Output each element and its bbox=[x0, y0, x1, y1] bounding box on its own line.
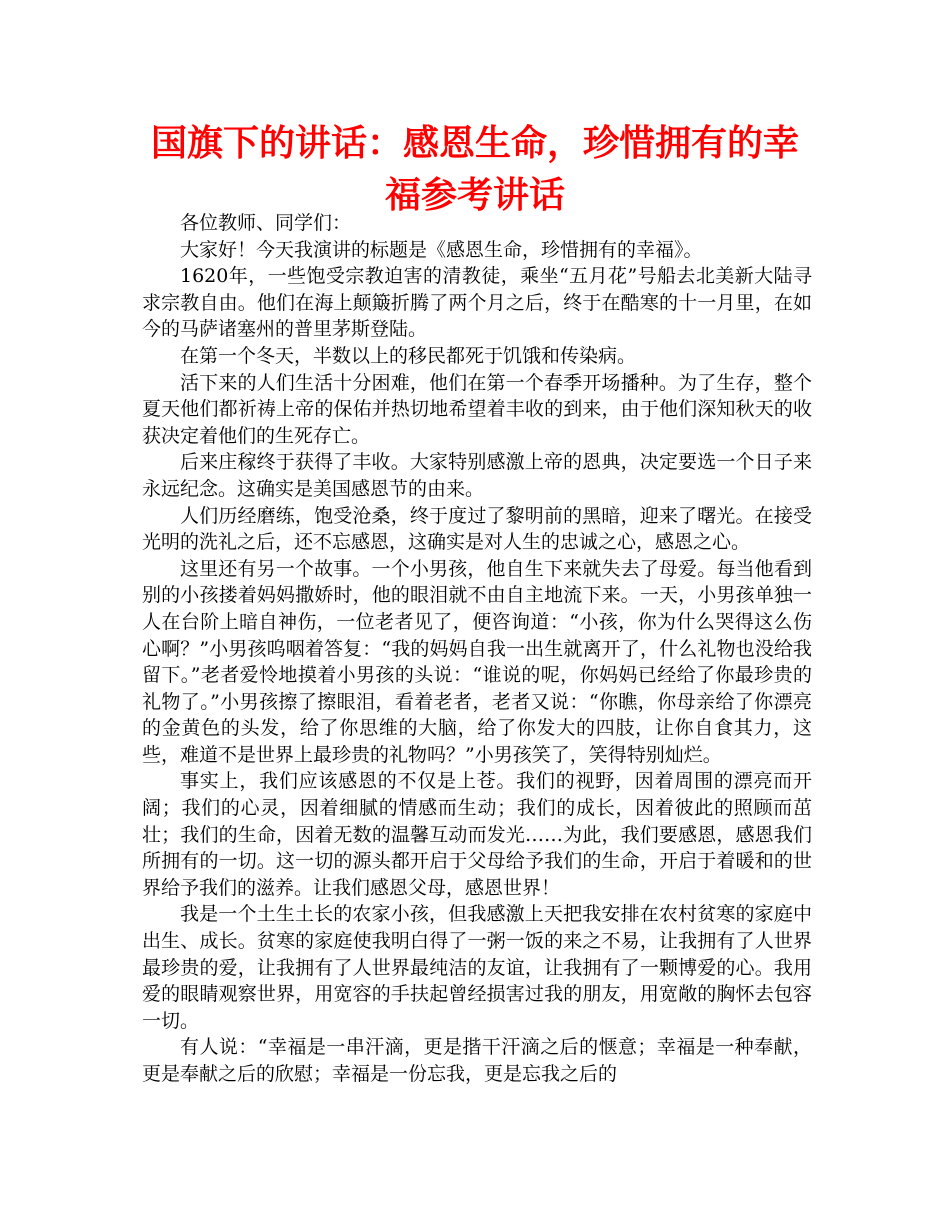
body-paragraph: 1620年，一些饱受宗教迫害的清教徒，乘坐“五月花”号船去北美新大陆寻求宗教自由。他们在海上颠簸折腾了两个月之后，终于在酷寒的十一月里，在如今的马萨诸塞州的普里茅斯登陆。 bbox=[142, 265, 812, 341]
body-paragraph: 事实上，我们应该感恩的不仅是上苍。我们的视野，因着周围的漂亮而开阔；我们的心灵，因着细腻的情感而生动；我们的成长，因着彼此的照顾而茁壮；我们的生命，因着无数的温馨互动而发光……为此，我们要感恩，感恩我们所拥有的一切。这一切的源头都开启于父母给予我们的生命，开启于着暖和的世界给予我们的滋养。让我们感恩父母，感恩世界！ bbox=[142, 770, 812, 899]
body-paragraph: 这里还有另一个故事。一个小男孩，他自生下来就失去了母爱。每当他看到别的小孩搂着妈妈撒娇时，他的眼泪就不由自主地流下来。一天，小男孩单独一人在台阶上暗自神伤，一位老者见了，便咨询道：“小孩，你为什么哭得这么伤心啊？”小男孩呜咽着答复：“我的妈妈自我一出生就离开了，什么礼物也没给我留下。”老者爱怜地摸着小男孩的头说：“谁说的呢，你妈妈已经给了你最珍贵的礼物了。”小男孩擦了擦眼泪，看着老者，老者又说：“你瞧，你母亲给了你漂亮的金黄色的头发，给了你思维的大脑，给了你发大的四肢，让你自食其力，这些，难道不是世界上最珍贵的礼物吗？”小男孩笑了，笑得特别灿烂。 bbox=[142, 557, 812, 766]
document-body bbox=[142, 210, 812, 1088]
document-title: 国旗下的讲话：感恩生命，珍惜拥有的幸福参考讲话 bbox=[150, 123, 799, 216]
body-paragraph: 后来庄稼终于获得了丰收。大家特别感激上帝的恩典，决定要选一个日子来永远纪念。这确实是美国感恩节的由来。 bbox=[142, 451, 812, 500]
body-paragraph: 在第一个冬天，半数以上的移民都死于饥饿和传染病。 bbox=[180, 344, 637, 367]
body-paragraph: 有人说：“幸福是一串汗滴，更是揩干汗滴之后的惬意；幸福是一种奉献，更是奉献之后的欣慰；幸福是一份忘我，更是忘我之后的 bbox=[142, 1036, 812, 1085]
body-paragraph: 人们历经磨练，饱受沧桑，终于度过了黎明前的黑暗，迎来了曙光。在接受光明的洗礼之后，还不忘感恩，这确实是对人生的忠诚之心，感恩之心。 bbox=[142, 504, 812, 554]
body-paragraph: 活下来的人们生活十分困难，他们在第一个春季开场播种。为了生存，整个夏天他们都祈祷上帝的保佑并热切地希望着丰收的到来，由于他们深知秋天的收获决定着他们的生死存亡。 bbox=[142, 371, 812, 447]
body-paragraph: 各位教师、同学们： bbox=[180, 212, 352, 234]
body-paragraph: 大家好！今天我演讲的标题是《感恩生命，珍惜拥有的幸福》。 bbox=[180, 238, 703, 261]
body-paragraph: 我是一个土生土长的农家小孩，但我感激上天把我安排在农村贫寒的家庭中出生、成长。贫寒的家庭使我明白得了一粥一饭的来之不易，让我拥有了人世界最珍贵的爱，让我拥有了人世界最纯洁的友谊，让我拥有了一颗博爱的心。我用爱的眼睛观察世界，用宽容的手扶起曾经损害过我的朋友，用宽敞的胸怀去包容一切。 bbox=[142, 903, 812, 1032]
